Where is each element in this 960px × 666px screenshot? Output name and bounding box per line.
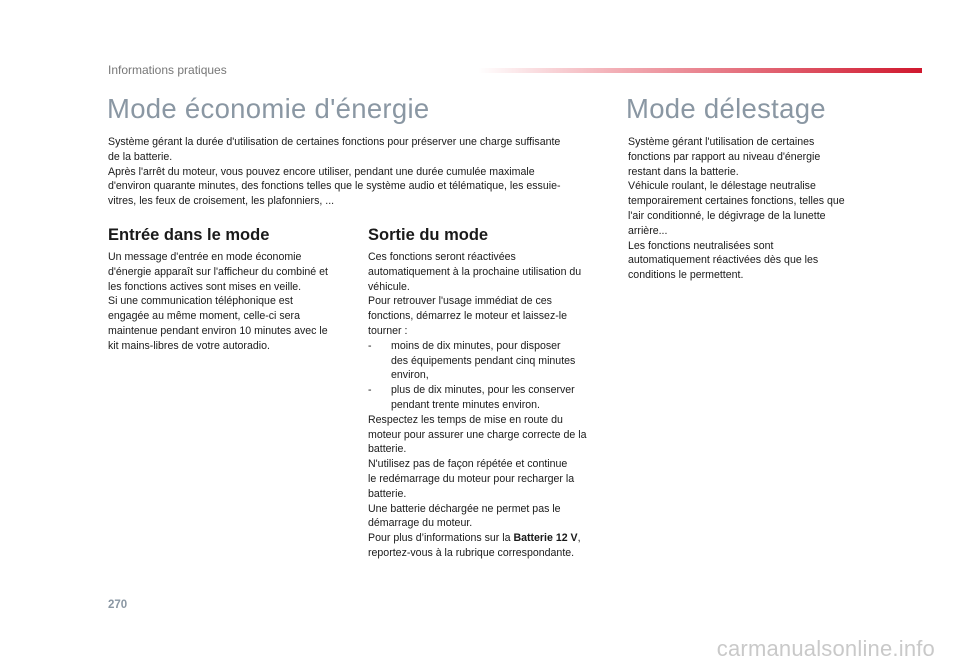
list-item-text: moins de dix minutes, pour disposer [391,339,561,352]
text-line: Pour retrouver l'usage immédiat de ces [368,295,552,308]
text-line: batterie. [368,487,407,500]
text-line: Véhicule roulant, le délestage neutralise [628,180,816,193]
list-item-continuation: des équipements pendant cinq minutes [391,354,576,367]
text-line: conditions le permettent. [628,269,744,282]
text-line: temporairement certaines fonctions, telles que [628,195,845,208]
text-line: Si une communication téléphonique est [108,295,293,308]
text-line: Un message d'entrée en mode économie [108,251,302,263]
reference-suffix: , [577,532,581,545]
economy-mode-intro [108,135,608,209]
text-line: vitres, les feux de croisement, les plafonniers, ... [108,195,335,208]
text-line: Ces fonctions seront réactivées [368,251,516,263]
battery-reference-line [368,531,613,546]
subtitle-entry-mode: Entrée dans le mode [108,226,270,244]
entry-mode-text [108,250,353,354]
list-item-continuation: environ, [391,369,429,382]
header-divider [478,68,922,73]
bullet-dash: - [368,339,372,352]
battery-reference-link: Batterie 12 V [513,532,578,545]
page-number: 270 [108,599,128,611]
text-line: démarrage du moteur. [368,517,473,530]
section-header: Informations pratiques [108,63,227,77]
text-line: N'utilisez pas de façon répétée et continue [368,458,568,471]
text-line: batterie. [368,443,407,456]
text-line: Système gérant la durée d'utilisation de certaines fonctions pour préserver une charge suffisante [108,136,561,148]
exit-mode-text [368,250,613,561]
list-item [368,383,613,398]
text-line: automatiquement réactivées dès que les [628,254,819,267]
text-line: Système gérant l'utilisation de certaines [628,136,815,148]
text-line: d'énergie apparaît sur l'afficheur du combiné et [108,265,328,278]
text-line: Respectez les temps de mise en route du [368,413,563,426]
text-line: engagée au même moment, celle-ci sera [108,310,300,323]
text-line: kit mains-libres de votre autoradio. [108,339,270,352]
list-item [368,339,613,354]
title-load-shedding-mode: Mode délestage [626,93,826,124]
text-line: les fonctions actives sont mises en veille. [108,280,302,293]
text-line: Une batterie déchargée ne permet pas le [368,502,561,515]
text-line: de la batterie. [108,150,173,163]
text-line: moteur pour assurer une charge correcte de la [368,428,587,441]
text-line: d'environ quarante minutes, des fonctions telles que le système audio et télématique, les essuie- [108,180,561,193]
text-line: automatiquement à la prochaine utilisation du [368,265,582,278]
text-line: Après l'arrêt du moteur, vous pouvez encore utiliser, pendant une durée cumulée maximale [108,165,535,178]
text-line: Les fonctions neutralisées sont [628,239,774,252]
text-line: l'air conditionné, le dégivrage de la lunette [628,209,826,222]
text-line: arrière... [628,224,668,237]
reference-prefix: Pour plus d’informations sur la [368,532,514,545]
title-economy-mode: Mode économie d'énergie [107,93,430,124]
text-line: maintenue pendant environ 10 minutes avec le [108,324,328,337]
text-line: fonctions, démarrez le moteur et laissez-le [368,310,568,323]
text-line: véhicule. [368,280,410,293]
watermark: carmanualsonline.info [716,636,935,661]
list-item-text: plus de dix minutes, pour les conserver [391,384,575,397]
bullet-dash: - [368,384,372,397]
list-item-continuation: pendant trente minutes environ. [391,398,540,411]
text-line: tourner : [368,324,408,337]
subtitle-exit-mode: Sortie du mode [368,226,489,244]
text-line: reportez-vous à la rubrique correspondante. [368,546,575,559]
text-line: le redémarrage du moteur pour recharger la [368,472,575,485]
text-line: restant dans la batterie. [628,165,739,178]
text-line: fonctions par rapport au niveau d'énergie [628,150,821,163]
load-shedding-text [628,135,878,283]
